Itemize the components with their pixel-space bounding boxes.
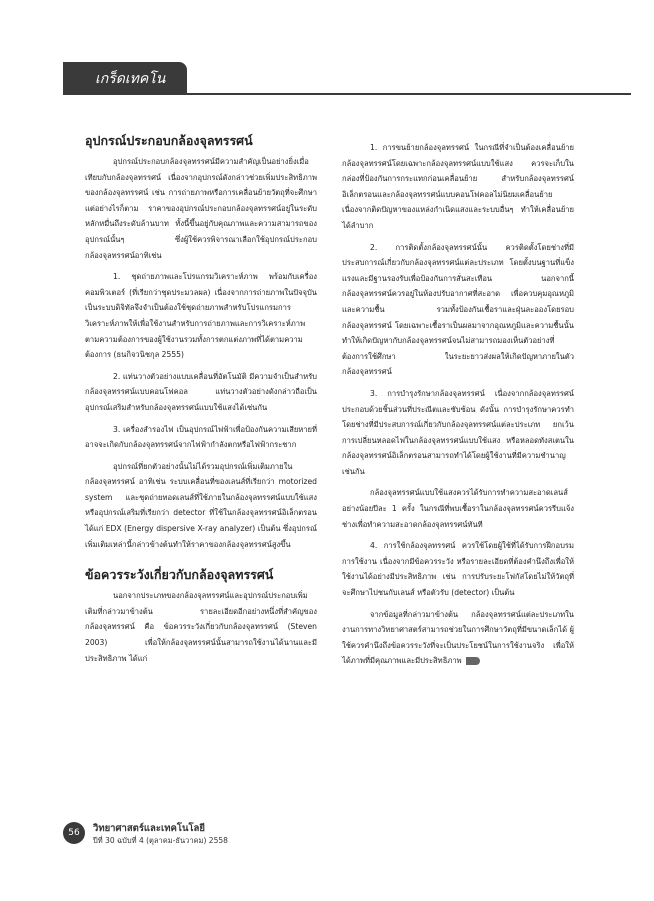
page-number: 56 [63, 822, 85, 844]
section-tab-label: เกร็ดเทคโน [95, 71, 166, 87]
paragraph: 1. ชุดถ่ายภาพและโปรแกรมวิเคราะห์ภาพ พร้อมกับเครื่องคอมพิวเตอร์ (ที่เรียกว่าชุดประมวลผล) เนื่องจากการถ่ายภาพในปัจจุบันเป็นระบบดิจิทัลจึงจำเป็นต้องใช้ชุดถ่ายภาพสำหรับโปรแกรมการวิเคราะห์ภาพให้เพื่อใช้งานสำหรับการถ่ายภาพและการวิเคราะห์ภาพตามความต้องการของผู้ใช้งานรวมทั้งการตกแต่งภาพที่ได้ตามความต้องการ (ธนกิจวนิชกุล 2555) [85, 272, 317, 360]
header-bar [0, 0, 654, 93]
journal-name: วิทยาศาสตร์และเทคโนโลยี [93, 823, 205, 834]
paragraph: 3. เครื่องสำรองไฟ เป็นอุปกรณ์ไฟฟ้าเพื่อป้องกันความเสียหายที่อาจจะเกิดกับกล้องจุลทรรศน์จากไฟฟ้ากำลังตกหรือไฟฟ้ากระชาก [85, 424, 317, 450]
section-title-equipment: อุปกรณ์ประกอบกล้องจุลทรรศน์ [85, 133, 253, 148]
paragraph: นอกจากประเภทของกล้องจุลทรรศน์และอุปกรณ์ประกอบเพิ่มเติมที่กล่าวมาข้างต้น รายละเอียดอีกอย่างหนึ่งที่สำคัญของกล้องจุลทรรศน์ คือ ข้อควรระวังเกี่ยวกับกล้องจุลทรรศน์ (Steven 2003) เพื่อให้กล้องจุลทรรศน์นั้นสามารถใช้งานได้นานและมีประสิทธิภาพ ได้แก่ [85, 591, 317, 663]
paragraph: 1. การขนย้ายกล้องจุลทรรศน์ ในกรณีที่จำเป็นต้องเคลื่อนย้ายกล้องจุลทรรศน์โดยเฉพาะกล้องจุลทรรศน์แบบใช้แสง ควรจะเก็บในกล่องที่ป้องกันการกระแทกก่อนเคลื่อนย้าย สำหรับกล้องจุลทรรศน์อิเล็กตรอนและกล้องจุลทรรศน์แบบคอนโฟคอลไม่นิยมเคลื่อนย้าย เนื่องจากติดปัญหาของแหล่งกำเนิดแสงและระบบอื่นๆ ทำให้เคลื่อนย้ายได้ลำบาก [342, 143, 574, 230]
section-tab [85, 62, 187, 93]
paragraph: อุปกรณ์ประกอบกล้องจุลทรรศน์มีความสำคัญเป็นอย่างยิ่งเมื่อเทียบกับกล้องจุลทรรศน์ เนื่องจากอุปกรณ์ดังกล่าวช่วยเพิ่มประสิทธิภาพของกล้องจุลทรรศน์ เช่น การถ่ายภาพหรือการเคลื่อนย้ายวัตถุที่จะศึกษา แต่อย่างไรก็ตาม ราคาของอุปกรณ์ประกอบกล้องจุลทรรศน์อยู่ในระดับหลักหมื่นถึงระดับล้านบาท ทั้งนี้ขึ้นอยู่กับคุณภาพและความสามารถของอุปกรณ์นั้นๆ ซึ่งผู้ใช้ควรพิจารณาเลือกใช้อุปกรณ์ประกอบกล้องจุลทรรศน์อาทิเช่น [85, 157, 317, 260]
left-column [85, 132, 317, 672]
journal-issue: ปีที่ 30 ฉบับที่ 4 (ตุลาคม-ธันวาคม) 2558 [93, 836, 228, 845]
paragraph: 4. การใช้กล้องจุลทรรศน์ ควรใช้โดยผู้ใช้ที่ได้รับการฝึกอบรมการใช้งาน เนื่องจากมีข้อควรระวัง หรือรายละเอียดที่ต้องคำนึงถึงเพื่อให้ใช้งานได้อย่างมีประสิทธิภาพ เช่น การปรับระยะโฟกัสโดยไม่ให้วัตถุที่จะศึกษาไปชนกับเลนส์ หรือตัวรับ (detector) เป็นต้น [342, 541, 574, 598]
paragraph-final [342, 607, 574, 669]
paragraph: 3. การบำรุงรักษากล้องจุลทรรศน์ เนื่องจากกล้องจุลทรรศน์ประกอบด้วยชิ้นส่วนที่ประณีตและซับซ้อน ดังนั้น การบำรุงรักษาควรทำโดยช่างที่มีประสบการณ์เกี่ยวกับกล้องจุลทรรศน์แต่ละประเภท ยกเว้นการเปลี่ยนหลอดไฟในกล้องจุลทรรศน์แบบใช้แสง หรือหลอดทังสเตนในกล้องจุลทรรศน์อิเล็กตรอนสามารถทำได้โดยผู้ใช้งานที่มีความชำนาญเช่นกัน [342, 388, 574, 476]
right-column [342, 140, 574, 675]
paragraph: กล้องจุลทรรศน์แบบใช้แสงควรได้รับการทำความสะอาดเลนส์อย่างน้อยปีละ 1 ครั้ง ในกรณีที่พบเชื้อราในกล้องจุลทรรศน์ควรรีบแจ้งช่างเพื่อทำความสะอาดกล้องจุลทรรศน์ทันที [342, 488, 574, 529]
paragraph-final-text: จากข้อมูลที่กล่าวมาข้างต้น กล้องจุลทรรศน์แต่ละประเภทในงานการทางวิทยาศาสตร์สามารถช่วยในการศึกษาวัตถุที่มีขนาดเล็กได้ ผู้ใช้ควรคำนึงถึงข้อควรระวังที่จะเป็นประโยชน์ในการใช้งานจริง เพื่อให้ได้ภาพที่มีคุณภาพและมีประสิทธิภาพ [342, 609, 574, 666]
header-rule [63, 93, 631, 95]
section-title-precautions: ข้อควรระวังเกี่ยวกับกล้องจุลทรรศน์ [85, 567, 274, 583]
paragraph: อุปกรณ์ที่ยกตัวอย่างนั้นไม่ได้รวมอุปกรณ์เพิ่มเติมภายในกล้องจุลทรรศน์ อาทิเช่น ระบบเคลื่อนที่ของเลนส์ที่เรียกว่า motorized system และชุดถ่ายทอดเลนส์ที่ใช้ภายในกล้องจุลทรรศน์แบบใช้แสง หรืออุปกรณ์เสริมที่เรียกว่า detector ที่ใช้ในกล้องจุลทรรศน์อิเล็กตรอน ได้แก่ EDX (Energy dispersive X-ray analyzer) เป็นต้น ซึ่งอุปกรณ์เพิ่มเติมเหล่านี้กล่าวข้างต้นทำให้ราคาของกล้องจุลทรรศน์สูงขึ้น [85, 461, 317, 549]
footer [63, 818, 363, 858]
paragraph: 2. การติดตั้งกล้องจุลทรรศน์นั้น ควรติดตั้งโดยช่างที่มีประสบการณ์เกี่ยวกับกล้องจุลทรรศน์แต่ละประเภท โดยตั้งบนฐานที่แข็งแรงและมีฐานรองรับเพื่อป้องกันการสั่นสะเทือน นอกจากนี้ กล้องจุลทรรศน์ควรอยู่ในห้องปรับอากาศที่สะอาด เพื่อควบคุมอุณหภูมิและความชื้น รวมทั้งป้องกันเชื้อราและฝุ่นละอองโดยรอบกล้องจุลทรรศน์ โดยเฉพาะเชื้อราเป็นผลมาจากอุณหภูมิและความชื้นนั้น ทำให้เกิดปัญหากับกล้องจุลทรรศน์จนไม่สามารถมองเห็นตัวอย่างที่ต้องการใช้ศึกษา ในระยะยาวส่งผลให้เกิดปัญหาภายในตัวกล้องจุลทรรศน์ [342, 242, 574, 377]
end-arrow-icon [466, 657, 480, 665]
paragraph: 2. แท่นวางตัวอย่างแบบเคลื่อนที่อัตโนมัติ มีความจำเป็นสำหรับกล้องจุลทรรศน์แบบคอนโฟคอล แท่นวางตัวอย่างดังกล่าวถือเป็นอุปกรณ์เสริมสำหรับกล้องจุลทรรศน์แบบใช้แสงได้เช่นกัน [85, 371, 317, 412]
